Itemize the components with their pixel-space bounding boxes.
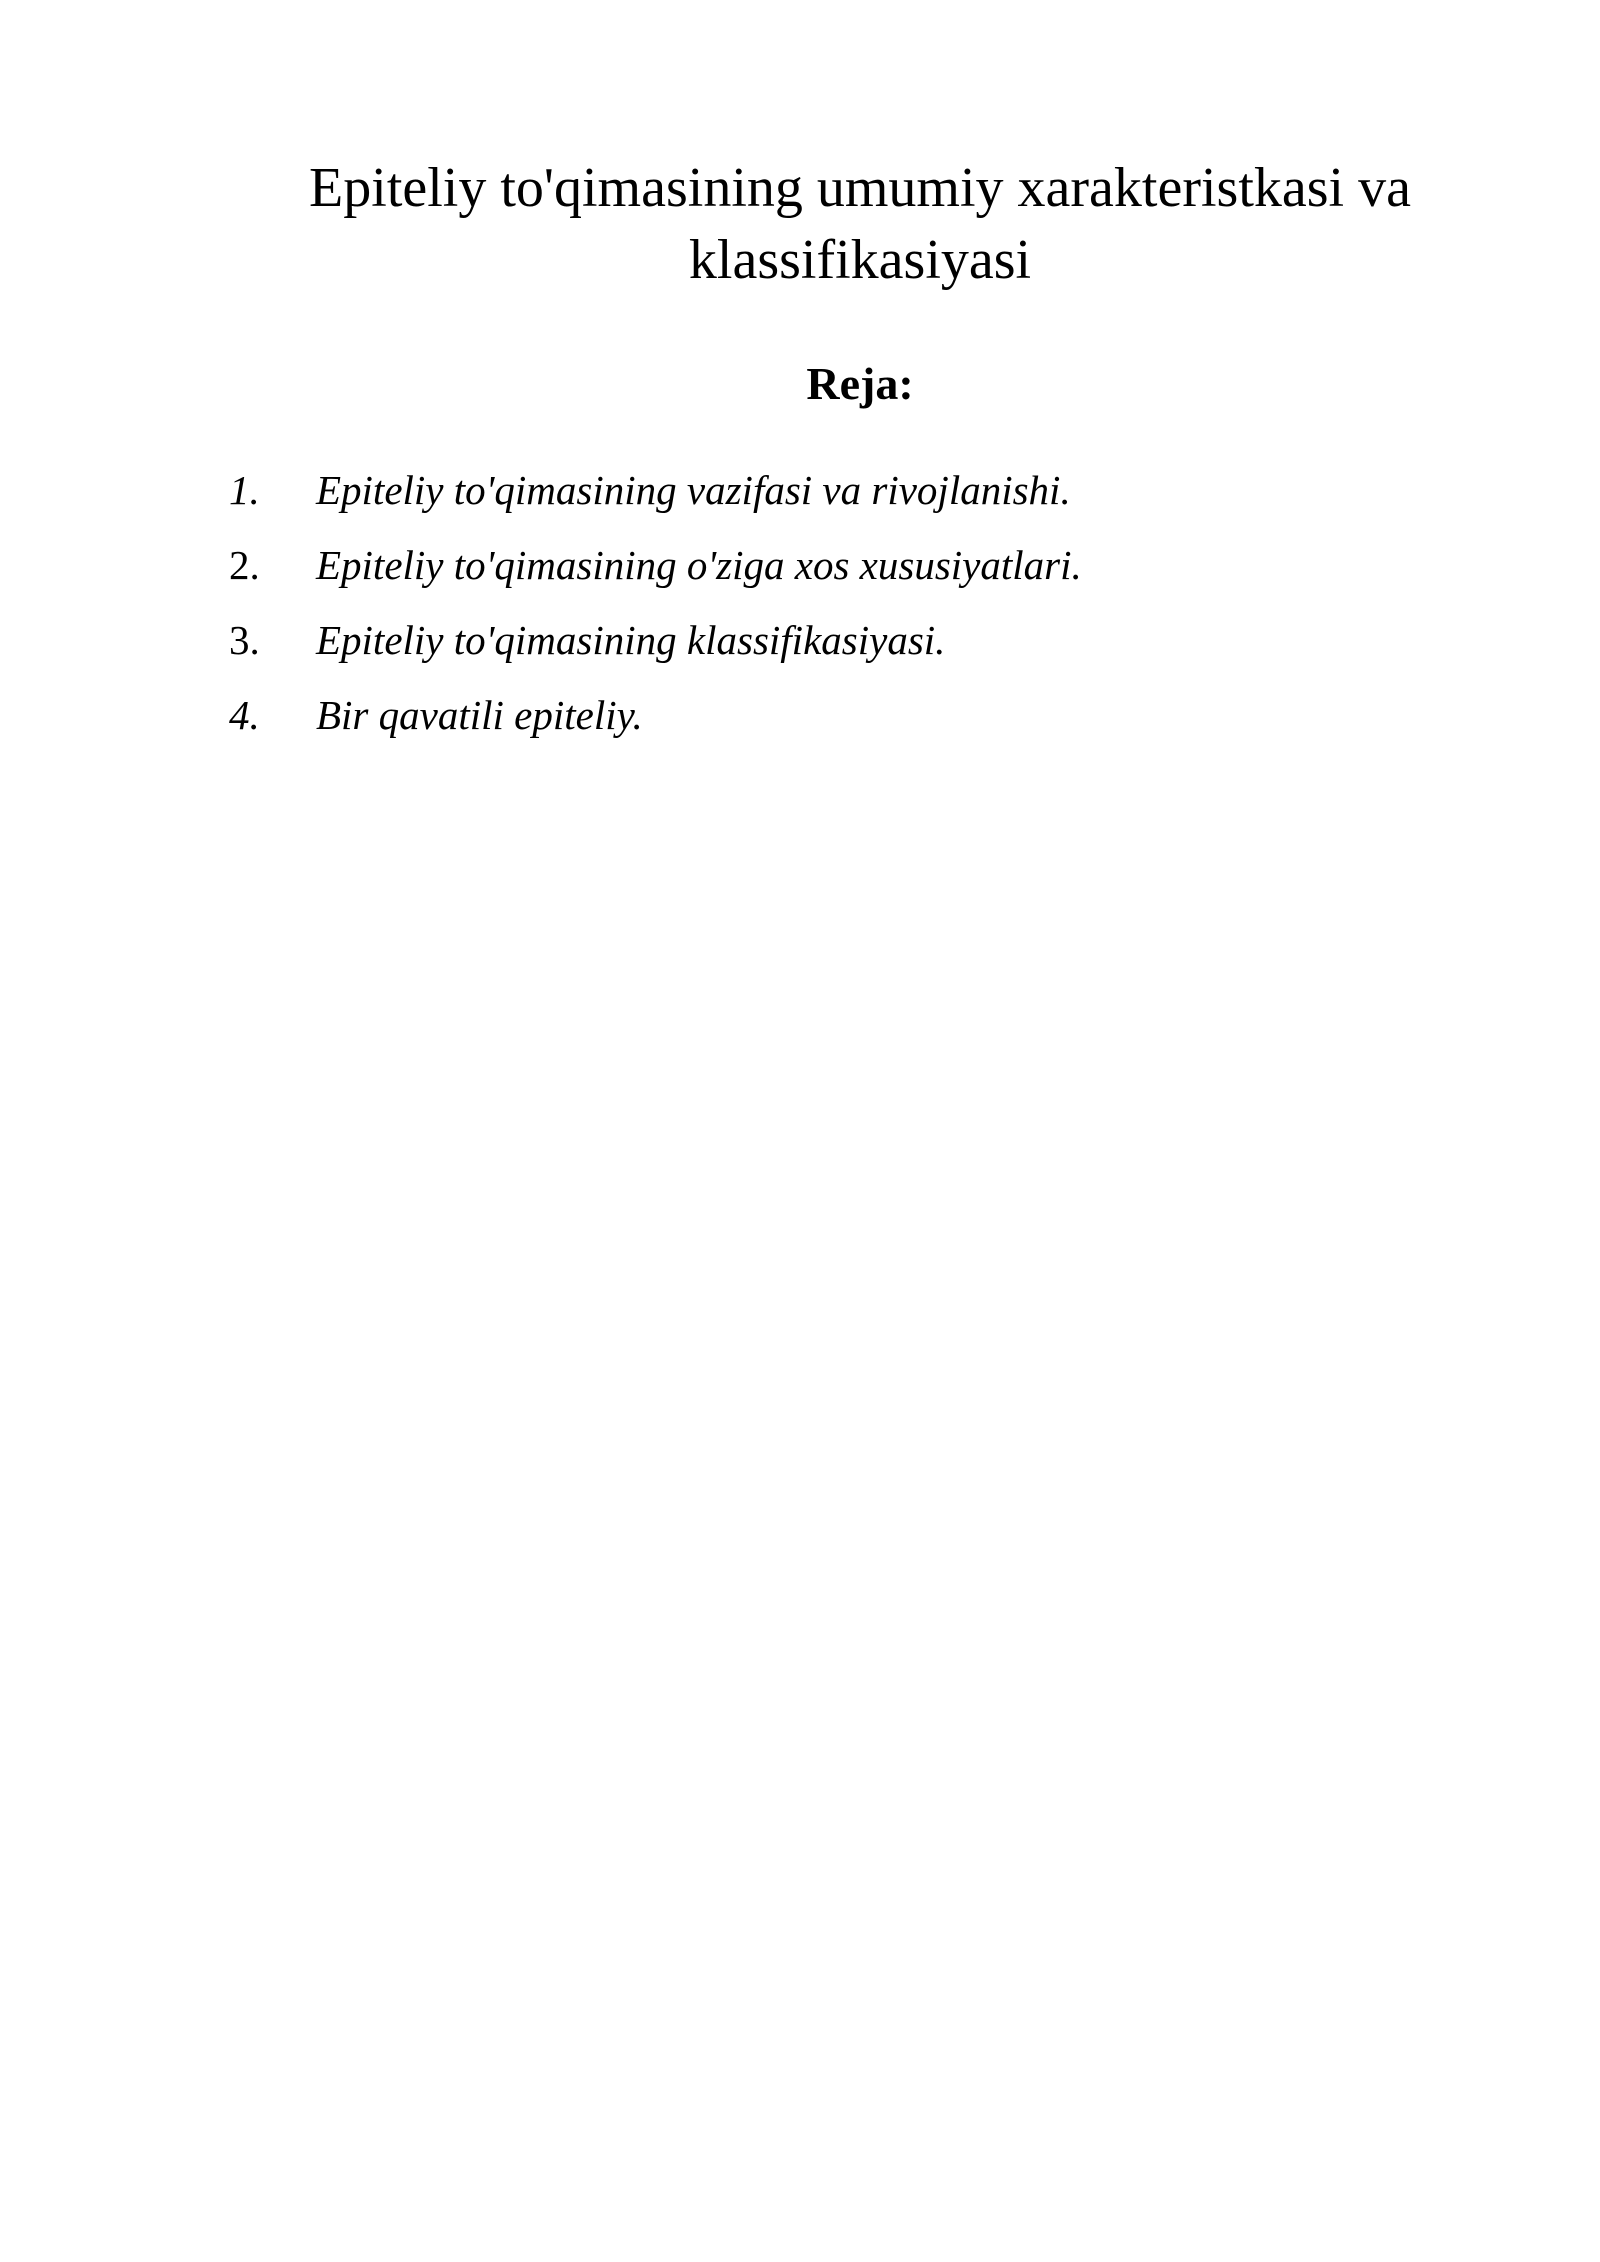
plan-item-4 bbox=[0, 687, 1600, 762]
plan-item-text: Epiteliy to'qimasining o'ziga xos xususiyatlari. bbox=[316, 542, 1082, 588]
plan-item-number: 1. bbox=[229, 467, 260, 513]
plan-item-text: Epiteliy to'qimasining vazifasi va rivojlanishi. bbox=[316, 467, 1071, 513]
plan-item-number: 4. bbox=[229, 692, 260, 738]
plan-item-text: Epiteliy to'qimasining klassifikasiyasi. bbox=[316, 617, 946, 663]
page-title-line-1: Epiteliy to'qimasining umumiy xarakteristkasi va bbox=[309, 157, 1411, 219]
page-title bbox=[200, 152, 1520, 296]
plan-item-number: 3. bbox=[229, 617, 260, 663]
plan-item-1 bbox=[0, 462, 1600, 537]
plan-item-number: 2. bbox=[229, 542, 260, 588]
plan-item-3 bbox=[0, 612, 1600, 687]
plan-heading: Reja: bbox=[806, 358, 914, 409]
plan-item-2 bbox=[0, 537, 1600, 612]
plan-list bbox=[0, 462, 1600, 762]
plan-item-text: Bir qavatili epiteliy. bbox=[316, 692, 643, 738]
page-title-line-2: klassifikasiyasi bbox=[688, 229, 1032, 291]
